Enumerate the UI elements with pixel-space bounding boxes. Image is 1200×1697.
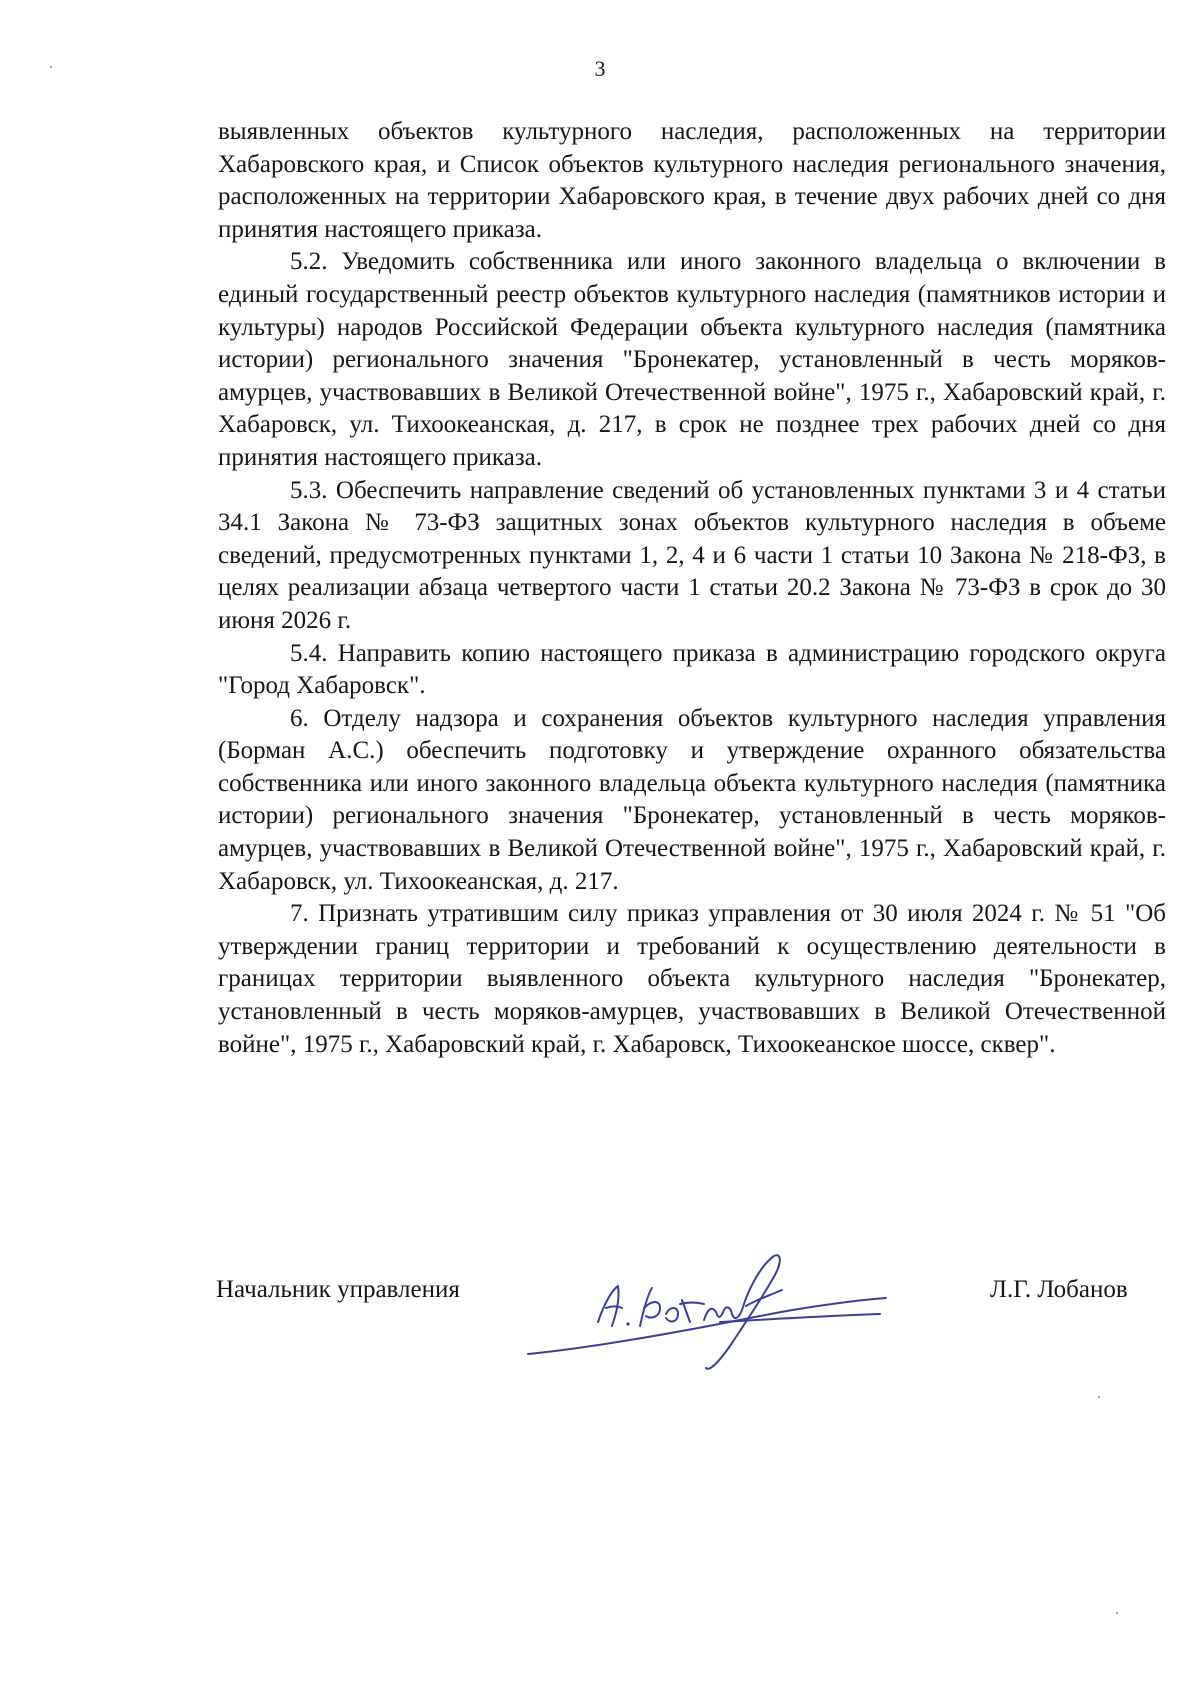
scan-speck	[1116, 1612, 1118, 1614]
paragraph-5-3: 5.3. Обеспечить направление сведений об установленных пунктами 3 и 4 статьи 34.1 Закона № 73-ФЗ защитных зонах объектов культурного наследия в объеме сведений, предусмотренных пунктами 1, 2, 4 и 6 части 1 статьи 10 Закона № 218-ФЗ, в целях реализации абзаца четвертого части 1 статьи 20.2 Закона № 73-ФЗ в срок до 30 июня 2026 г.	[218, 476, 1166, 634]
signer-position: Начальник управления	[216, 1276, 460, 1303]
paragraph-6: 6. Отделу надзора и сохранения объектов культурного наследия управления (Борман А.С.) обеспечить подготовку и утверждение охранного обязательства собственника или иного законного владельца объекта культурного наследия (памятника истории) регионального значения "Бронекатер, установленный в честь моряков-амурцев, участвовавших в Великой Отечественной войне", 1975 г., Хабаровский край, г. Хабаровск, ул. Тихоокеанская, д. 217.	[218, 704, 1166, 895]
paragraph-5-2: 5.2. Уведомить собственника или иного законного владельца о включении в единый государственный реестр объектов культурного наследия (памятников истории и культуры) народов Российской Федерации объекта культурного наследия (памятника истории) регионального значения "Бронекатер, установленный в честь моряков-амурцев, участвовавших в Великой Отечественной войне", 1975 г., Хабаровский край, г. Хабаровск, ул. Тихоокеанская, д. 217, в срок не позднее трех рабочих дней со дня принятия настоящего приказа.	[218, 248, 1166, 471]
handwritten-signature	[520, 1230, 890, 1380]
signer-name: Л.Г. Лобанов	[990, 1276, 1128, 1303]
paragraph-5-4: 5.4. Направить копию настоящего приказа в администрацию городского округа "Город Хабаровск".	[218, 639, 1166, 700]
scan-speck	[50, 66, 52, 68]
paragraph-7: 7. Признать утратившим силу приказ управления от 30 июля 2024 г. № 51 "Об утверждении границ территории и требований к осуществлению деятельности в границах территории выявленного объекта культурного наследия "Бронекатер, установленный в честь моряков-амурцев, участвовавших в Великой Отечественной войне", 1975 г., Хабаровский край, г. Хабаровск, Тихоокеанское шоссе, сквер".	[218, 900, 1166, 1058]
signature-block	[0, 1230, 1200, 1380]
page-number: 3	[594, 56, 606, 81]
scan-speck	[1098, 1396, 1100, 1398]
paragraph-continuation: выявленных объектов культурного наследия, расположенных на территории Хабаровского края, и Список объектов культурного наследия регионального значения, расположенных на территории Хабаровского края, в течение двух рабочих дней со дня принятия настоящего приказа.	[218, 118, 1166, 243]
document-body	[218, 116, 1166, 1061]
